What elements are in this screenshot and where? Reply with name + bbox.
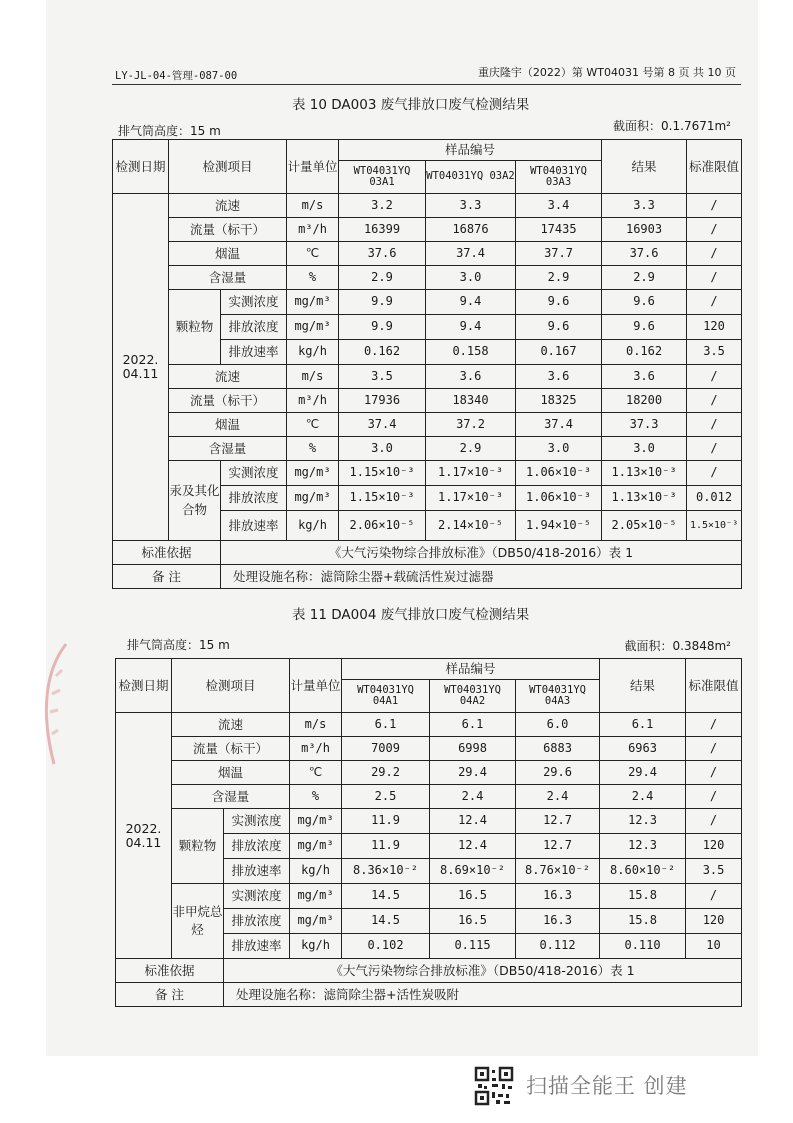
table11-v2: 6998: [430, 737, 516, 761]
table10-v3: 3.6: [516, 365, 602, 389]
table11-head-date: 检测日期: [116, 659, 172, 713]
table10-date: 2022. 04.11: [113, 194, 169, 541]
table10-v1: 3.2: [339, 194, 426, 218]
table11-limit: /: [686, 785, 742, 809]
table11-group-particulate: 颗粒物: [172, 809, 224, 884]
table10-unit: %: [287, 266, 339, 290]
table10-v2: 3.3: [426, 194, 516, 218]
table10-head-limit: 标准限值: [687, 140, 742, 194]
table10-result: 2.05×10⁻⁵: [602, 511, 687, 541]
table10-v2: 9.4: [426, 290, 516, 315]
table11-v2: 12.4: [430, 834, 516, 859]
table10-v2: 9.4: [426, 315, 516, 340]
table10-v3: 17435: [516, 218, 602, 242]
table11-group-nmhc: 非甲烷总烃: [172, 884, 224, 959]
table10-limit: /: [687, 194, 742, 218]
table10-item: 含湿量: [169, 266, 287, 290]
table10-basis: 《大气污染物综合排放标准》（DB50/418-2016）表 1: [221, 541, 742, 565]
table10-limit: /: [687, 266, 742, 290]
table11-item: 排放速率: [224, 934, 290, 959]
table10-sample-3: WT04031YQ 03A3: [516, 161, 602, 194]
document-code: LY-JL-04-管理-087-00: [115, 70, 238, 82]
table11-v2: 8.69×10⁻²: [430, 859, 516, 884]
table10-stack-height: 排气筒高度：15 m: [118, 124, 221, 138]
table10-v1: 3.0: [339, 437, 426, 461]
table10-remark-label: 备 注: [113, 565, 221, 589]
table11-sample-1: WT04031YQ 04A1: [342, 680, 430, 713]
table10-result: 9.6: [602, 290, 687, 315]
table11-limit: /: [686, 737, 742, 761]
table11-limit: /: [686, 761, 742, 785]
table10-v3: 9.6: [516, 290, 602, 315]
table11-v2: 6.1: [430, 713, 516, 737]
table11-section-area: 截面积：0.3848m²: [624, 639, 731, 653]
table10-head-result: 结果: [602, 140, 687, 194]
table10-limit: /: [687, 389, 742, 413]
table11-stack-height: 排气筒高度：15 m: [127, 638, 230, 652]
table10-v1: 0.162: [339, 340, 426, 365]
table11-result: 8.60×10⁻²: [600, 859, 686, 884]
table11-item: 实测浓度: [224, 884, 290, 909]
table10-limit: /: [687, 437, 742, 461]
table10-v2: 1.17×10⁻³: [426, 486, 516, 511]
table10-item: 排放浓度: [221, 486, 287, 511]
table10-v1: 2.06×10⁻⁵: [339, 511, 426, 541]
table11-title: 表 11 DA004 废气排放口废气检测结果: [292, 607, 530, 623]
table10-result: 0.162: [602, 340, 687, 365]
table10-result: 1.13×10⁻³: [602, 486, 687, 511]
table11-v3: 29.6: [516, 761, 600, 785]
table11-unit: kg/h: [290, 934, 342, 959]
table10-v3: 9.6: [516, 315, 602, 340]
table11-unit: m/s: [290, 713, 342, 737]
table10-v1: 3.5: [339, 365, 426, 389]
table10-item: 实测浓度: [221, 290, 287, 315]
table10-item: 实测浓度: [221, 461, 287, 486]
table10-item: 排放速率: [221, 511, 287, 541]
table11-head-limit: 标准限值: [686, 659, 742, 713]
table10-group-mercury: 汞及其化合物: [169, 461, 221, 541]
table10-limit: /: [687, 461, 742, 486]
table11-item: 排放浓度: [224, 909, 290, 934]
table10-v1: 37.4: [339, 413, 426, 437]
table11-result: 12.3: [600, 834, 686, 859]
table11-item: 排放速率: [224, 859, 290, 884]
table11-item: 流速: [172, 713, 290, 737]
table10-v1: 17936: [339, 389, 426, 413]
table10-limit: /: [687, 218, 742, 242]
table10-head-date: 检测日期: [113, 140, 169, 194]
table10-unit: kg/h: [287, 340, 339, 365]
table11-limit: 120: [686, 909, 742, 934]
table10-result: 37.3: [602, 413, 687, 437]
table11-v3: 0.112: [516, 934, 600, 959]
table10-item: 流速: [169, 194, 287, 218]
table10-v3: 1.06×10⁻³: [516, 486, 602, 511]
table11-v1: 8.36×10⁻²: [342, 859, 430, 884]
table11-head-result: 结果: [600, 659, 686, 713]
table10-v3: 0.167: [516, 340, 602, 365]
table11-v2: 16.5: [430, 909, 516, 934]
table11-v3: 2.4: [516, 785, 600, 809]
table10: [112, 139, 742, 589]
table11-sample-2: WT04031YQ 04A2: [430, 680, 516, 713]
table11-v3: 12.7: [516, 809, 600, 834]
table10-v2: 16876: [426, 218, 516, 242]
table11-item: 实测浓度: [224, 809, 290, 834]
table10-result: 16903: [602, 218, 687, 242]
table10-unit: mg/m³: [287, 461, 339, 486]
table10-result: 3.3: [602, 194, 687, 218]
table10-item: 烟温: [169, 413, 287, 437]
table11-result: 12.3: [600, 809, 686, 834]
header-rule: [112, 84, 741, 85]
table11-head-item: 检测项目: [172, 659, 290, 713]
table11-result: 29.4: [600, 761, 686, 785]
table10-v2: 0.158: [426, 340, 516, 365]
table11-unit: mg/m³: [290, 909, 342, 934]
table11-v1: 11.9: [342, 834, 430, 859]
table10-unit: m³/h: [287, 389, 339, 413]
table11-v3: 6.0: [516, 713, 600, 737]
table11-v1: 6.1: [342, 713, 430, 737]
table10-v3: 37.7: [516, 242, 602, 266]
table10-result: 3.0: [602, 437, 687, 461]
table10-v1: 1.15×10⁻³: [339, 486, 426, 511]
table10-head-samples: 样品编号: [339, 140, 602, 161]
table10-head-unit: 计量单位: [287, 140, 339, 194]
report-page-reference: 重庆隆宇（2022）第 WT04031 号第 8 页 共 10 页: [477, 66, 736, 79]
table10-item: 流速: [169, 365, 287, 389]
table11-limit: /: [686, 809, 742, 834]
table10-item: 流量（标干）: [169, 218, 287, 242]
table10-v2: 18340: [426, 389, 516, 413]
table10-v1: 9.9: [339, 290, 426, 315]
table11-result: 2.4: [600, 785, 686, 809]
table11-v1: 7009: [342, 737, 430, 761]
table11-v3: 12.7: [516, 834, 600, 859]
table10-result: 9.6: [602, 315, 687, 340]
table11-v2: 16.5: [430, 884, 516, 909]
table10-unit: %: [287, 437, 339, 461]
table10-unit: ℃: [287, 413, 339, 437]
table11-limit: 120: [686, 834, 742, 859]
table10-v2: 2.9: [426, 437, 516, 461]
qr-code-icon: [474, 1066, 514, 1106]
table10-item: 流量（标干）: [169, 389, 287, 413]
table10-limit: 3.5: [687, 340, 742, 365]
table10-v1: 37.6: [339, 242, 426, 266]
table11-v2: 2.4: [430, 785, 516, 809]
table10-group-particulate: 颗粒物: [169, 290, 221, 365]
table10-v2: 2.14×10⁻⁵: [426, 511, 516, 541]
table11-unit: m³/h: [290, 737, 342, 761]
table10-v3: 18325: [516, 389, 602, 413]
table10-unit: m/s: [287, 365, 339, 389]
table10-unit: m/s: [287, 194, 339, 218]
table11-limit: /: [686, 884, 742, 909]
table11-sample-3: WT04031YQ 04A3: [516, 680, 600, 713]
table10-v2: 1.17×10⁻³: [426, 461, 516, 486]
table11-v3: 8.76×10⁻²: [516, 859, 600, 884]
table11-v1: 29.2: [342, 761, 430, 785]
table10-v2: 3.0: [426, 266, 516, 290]
table11-v3: 16.3: [516, 909, 600, 934]
table11-v1: 0.102: [342, 934, 430, 959]
table10-result: 3.6: [602, 365, 687, 389]
table10-v3: 2.9: [516, 266, 602, 290]
table10-item: 排放浓度: [221, 315, 287, 340]
table11-v2: 12.4: [430, 809, 516, 834]
table11-basis: 《大气污染物综合排放标准》（DB50/418-2016）表 1: [224, 959, 742, 983]
table10-item: 烟温: [169, 242, 287, 266]
table11-unit: mg/m³: [290, 809, 342, 834]
table10-v1: 9.9: [339, 315, 426, 340]
table10-unit: m³/h: [287, 218, 339, 242]
table10-v1: 16399: [339, 218, 426, 242]
table11-unit: %: [290, 785, 342, 809]
table11-v3: 6883: [516, 737, 600, 761]
table10-limit: 120: [687, 315, 742, 340]
table10-v3: 1.94×10⁻⁵: [516, 511, 602, 541]
table10-item: 含湿量: [169, 437, 287, 461]
table10-unit: kg/h: [287, 511, 339, 541]
table10-limit: 1.5×10⁻³: [687, 511, 742, 541]
table10-result: 1.13×10⁻³: [602, 461, 687, 486]
table10-v3: 3.4: [516, 194, 602, 218]
table10-v2: 37.4: [426, 242, 516, 266]
table10-title: 表 10 DA003 废气排放口废气检测结果: [292, 97, 530, 113]
table11-unit: ℃: [290, 761, 342, 785]
table10-unit: mg/m³: [287, 315, 339, 340]
table10-unit: mg/m³: [287, 290, 339, 315]
table10-sample-1: WT04031YQ 03A1: [339, 161, 426, 194]
table11-unit: kg/h: [290, 859, 342, 884]
table11-item: 流量（标干）: [172, 737, 290, 761]
table10-sample-2: WT04031YQ 03A2: [426, 161, 516, 194]
table10-limit: /: [687, 365, 742, 389]
table11-item: 排放浓度: [224, 834, 290, 859]
table10-unit: ℃: [287, 242, 339, 266]
table11-remark-label: 备 注: [116, 983, 224, 1007]
table11-v3: 16.3: [516, 884, 600, 909]
table11-item: 烟温: [172, 761, 290, 785]
table11-result: 6963: [600, 737, 686, 761]
table10-limit: /: [687, 290, 742, 315]
table11-result: 15.8: [600, 909, 686, 934]
table11-remark: 处理设施名称：滤筒除尘器+活性炭吸附: [224, 983, 742, 1007]
table11-result: 0.110: [600, 934, 686, 959]
table11-v2: 29.4: [430, 761, 516, 785]
table10-section-area: 截面积：0.1.7671m²: [613, 119, 731, 133]
table11-result: 6.1: [600, 713, 686, 737]
table11-unit: mg/m³: [290, 834, 342, 859]
table10-limit: 0.012: [687, 486, 742, 511]
table10-v3: 37.4: [516, 413, 602, 437]
table10-v3: 1.06×10⁻³: [516, 461, 602, 486]
table10-limit: /: [687, 242, 742, 266]
table10-limit: /: [687, 413, 742, 437]
table10-v1: 2.9: [339, 266, 426, 290]
scanner-watermark: 扫描全能王 创建: [526, 1074, 688, 1098]
table11-limit: 10: [686, 934, 742, 959]
table11-unit: mg/m³: [290, 884, 342, 909]
table10-unit: mg/m³: [287, 486, 339, 511]
table10-v1: 1.15×10⁻³: [339, 461, 426, 486]
table11-v1: 11.9: [342, 809, 430, 834]
table11-result: 15.8: [600, 884, 686, 909]
table11-date: 2022. 04.11: [116, 713, 172, 959]
table11-head-samples: 样品编号: [342, 659, 600, 680]
table10-v2: 37.2: [426, 413, 516, 437]
table11-head-unit: 计量单位: [290, 659, 342, 713]
table11-item: 含湿量: [172, 785, 290, 809]
table10-remark: 处理设施名称：滤筒除尘器+载硫活性炭过滤器: [221, 565, 742, 589]
table10-result: 37.6: [602, 242, 687, 266]
table11-basis-label: 标准依据: [116, 959, 224, 983]
table11-v1: 14.5: [342, 884, 430, 909]
table11-v2: 0.115: [430, 934, 516, 959]
table11: [115, 658, 742, 1007]
table11-v1: 2.5: [342, 785, 430, 809]
table11-limit: 3.5: [686, 859, 742, 884]
table11-v1: 14.5: [342, 909, 430, 934]
table10-v2: 3.6: [426, 365, 516, 389]
seal-stamp-icon: [36, 640, 70, 770]
table10-v3: 3.0: [516, 437, 602, 461]
table10-result: 18200: [602, 389, 687, 413]
table10-item: 排放速率: [221, 340, 287, 365]
table10-head-item: 检测项目: [169, 140, 287, 194]
table11-limit: /: [686, 713, 742, 737]
table10-result: 2.9: [602, 266, 687, 290]
table10-basis-label: 标准依据: [113, 541, 221, 565]
